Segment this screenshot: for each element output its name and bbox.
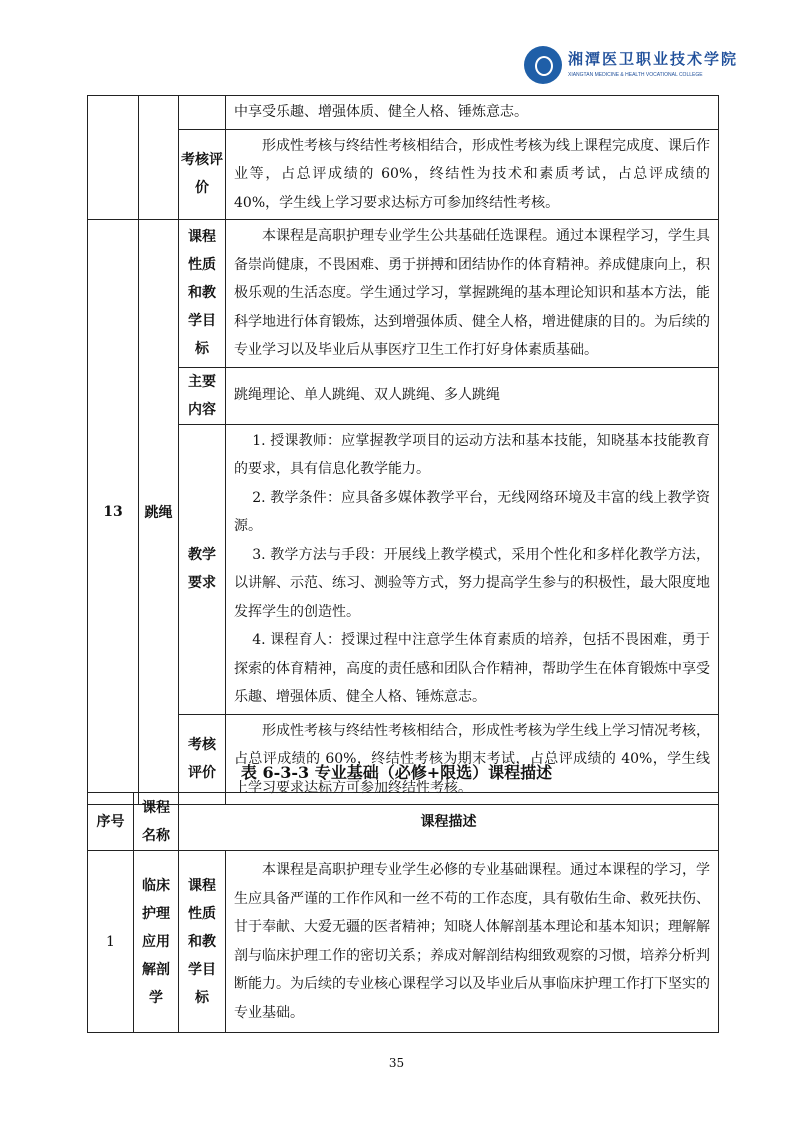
course-name: 跳绳 — [139, 220, 179, 805]
requirement-item: 2. 教学条件：应具备多媒体教学平台，无线网络环境及丰富的线上教学资源。 — [234, 489, 710, 534]
assess-text: 形成性考核与终结性考核相结合，形成性考核为学生线上学习情况考核，占总评成绩的 60%，终结性考核为期末考试，占总评成绩的 40%，学生线上学习要求达标方可参加终结性考核。 — [226, 714, 719, 805]
nature-label: 课程性质和教学目标 — [179, 220, 226, 368]
header-no: 序号 — [88, 793, 134, 851]
course-no: 13 — [88, 220, 139, 805]
course-table-public — [87, 95, 719, 805]
header-desc: 课程描述 — [179, 793, 719, 851]
page-number: 35 — [388, 1056, 405, 1070]
course-no: 1 — [88, 851, 134, 1033]
header-name: 课程名称 — [134, 793, 179, 851]
requirement-item: 3. 教学方法与手段：开展线上教学模式，采用个性化和多样化教学方法，以讲解、示范、练习、测验等方式，努力提高学生参与的积极性，最大限度地发挥学生的创造性。 — [234, 546, 710, 620]
content-label: 主要内容 — [179, 367, 226, 424]
assess-label: 考核评价 — [179, 129, 226, 220]
seal-icon — [524, 46, 562, 84]
logo-cn: 湘潭医卫职业技术学院 — [568, 50, 739, 68]
assess-label: 考核评价 — [179, 714, 226, 805]
logo-en: XIANGTAN MEDICINE & HEALTH VOCATIONAL COLLEGE — [568, 72, 703, 78]
requirement-item: 1. 授课教师：应掌握教学项目的运动方法和基本技能，知晓基本技能教育的要求，具有信息化教学能力。 — [234, 432, 710, 477]
nature-text: 本课程是高职护理专业学生必修的专业基础课程。通过本课程的学习，学生应具备严谨的工作作风和一丝不苟的工作态度，具有敬佑生命、救死扶伤、甘于奉献、大爱无疆的医者精神；知晓人体解剖基本理论和基本知识；理解解剖与临床护理工作的密切关系；养成对解剖结构细致观察的习惯，培养分析判断能力。为后续的专业核心课程学习以及毕业后从事临床护理工作打下坚实的专业基础。 — [226, 851, 719, 1033]
table-title: 表 6-3-3 专业基础（必修+限选）课程描述 — [240, 763, 553, 782]
requirements-text — [226, 424, 719, 714]
requirements-label: 教学要求 — [179, 424, 226, 714]
course-name: 临床护理应用解剖学 — [134, 851, 179, 1033]
course-table-foundation — [87, 792, 719, 1033]
requirement-item: 4. 课程育人：授课过程中注意学生体育素质的培养，包括不畏困难，勇于探索的体育精神，高度的责任感和团队合作精神，帮助学生在体育锻炼中享受乐趣、增强体质、健全人格、锤炼意志。 — [234, 632, 710, 705]
content-text: 跳绳理论、单人跳绳、双人跳绳、多人跳绳 — [226, 367, 719, 424]
college-logo — [524, 46, 739, 86]
assess-text: 形成性考核与终结性考核相结合，形成性考核为线上课程完成度、课后作业等，占总评成绩的 60%，终结性为技术和素质考试，占总评成绩的 40%，学生线上学习要求达标方可参加终结性考核。 — [226, 129, 719, 220]
nature-label: 课程性质和教学目标 — [179, 851, 226, 1033]
continued-text: 中享受乐趣、增强体质、健全人格、锤炼意志。 — [226, 96, 719, 130]
nature-text: 本课程是高职护理专业学生公共基础任选课程。通过本课程学习，学生具备崇尚健康，不畏困难、勇于拼搏和团结协作的体育精神。养成健康向上，积极乐观的生活态度。学生通过学习，掌握跳绳的基本理论知识和基本方法，能科学地进行体育锻炼，达到增强体质、健全人格，增进健康的目的。为后续的专业学习以及毕业后从事医疗卫生工作打好身体素质基础。 — [226, 220, 719, 368]
